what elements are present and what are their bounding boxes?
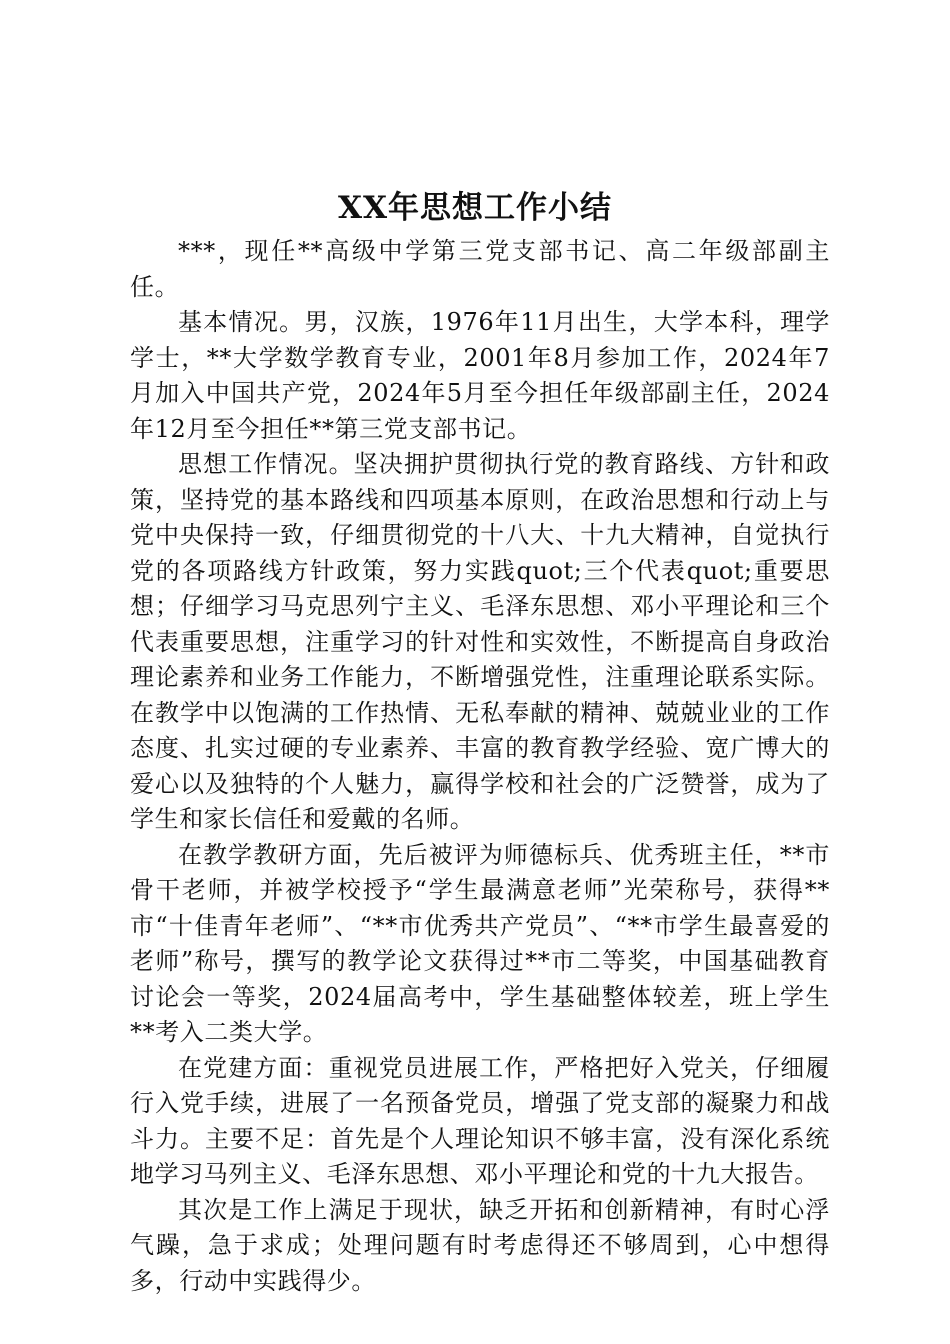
paragraph-party-building: 在党建方面：重视党员进展工作，严格把好入党关，仔细履行入党手续，进展了一名预备党员，增强了党支部的凝聚力和战斗力。主要不足：首先是个人理论知识不够丰富，没有深化系统地学习马列主义、毛泽东思想、邓小平理论和党的十九大报告。 [130,1053,830,1188]
paragraph-teaching-research: 在教学教研方面，先后被评为师德标兵、优秀班主任，**市骨干老师，并被学校授予“学生最满意老师”光荣称号，获得**市“十佳青年老师”、“**市优秀共产党员”、“**市学生最喜爱的老师”称号，撰写的教学论文获得过**市二等奖，中国基础教育讨论会一等奖，2024届高考中，学生基础整体较差，班上学生**考入二类大学。 [130,840,830,1046]
paragraph-basic-info: 基本情况。男，汉族，1976年11月出生，大学本科，理学学士，**大学数学教育专业，2001年8月参加工作，2024年7月加入中国共产党，2024年5月至今担任年级部副主任，2024年12月至今担任**第三党支部书记。 [130,308,830,443]
paragraph-ideological-work: 思想工作情况。坚决拥护贯彻执行党的教育路线、方针和政策，坚持党的基本路线和四项基本原则，在政治思想和行动上与党中央保持一致，仔细贯彻党的十八大、十九大精神，自觉执行党的各项路线方针政策，努力实践quot;三个代表quot;重要思想；仔细学习马克思列宁主义、毛泽东思想、邓小平理论和三个代表重要思想，注重学习的针对性和实效性，不断提高自身政治理论素养和业务工作能力，不断增强党性，注重理论联系实际。在教学中以饱满的工作热情、无私奉献的精神、兢兢业业的工作态度、扎实过硬的专业素养、丰富的教育教学经验、宽广博大的爱心以及独特的个人魅力，赢得学校和社会的广泛赞誉，成为了学生和家长信任和爱戴的名师。 [130,450,830,833]
paragraph-intro: ***，现任**高级中学第三党支部书记、高二年级部副主任。 [130,237,830,301]
document-body [130,234,830,1299]
paragraph-shortcomings: 其次是工作上满足于现状，缺乏开拓和创新精神，有时心浮气躁，急于求成；处理问题有时考虑得还不够周到，心中想得多，行动中实践得少。 [130,1195,830,1295]
document-title: XX年思想工作小结 [337,190,613,226]
